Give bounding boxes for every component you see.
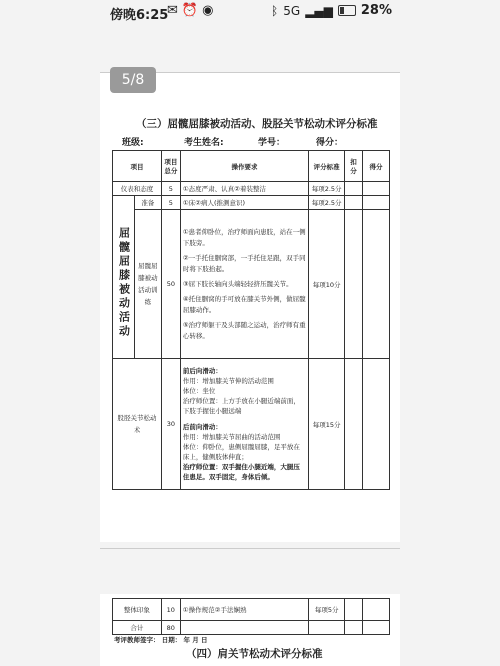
table-row: 股胫关节松动术 30 前后向滑动： 作用：增加膝关节伸的活动范围 体位：坐位 治疗师位置：上方手放在小腿近端前面，下肢手握住小腿远端 后前向滑动： 作用：增加膝关节屈曲的活动范围 体位：仰卧位，患侧屈髋屈膝，足平放在床上，健侧肢体伸直； 治疗师位置：双手握住小腿近端，大腿压住患足。双手固定，身体后倾。 每项15分 xyxy=(113,359,390,490)
header-requirement: 操作要求 xyxy=(180,151,308,182)
score-table-continued xyxy=(112,598,390,635)
status-left-icons xyxy=(167,3,213,18)
table-header-row xyxy=(113,151,390,182)
page-divider xyxy=(100,548,400,549)
requirement-list: ①患者仰卧位，治疗师面向患肢，站在一侧下肢旁。 ②一手托住腘窝部，一手托住足跟，双手同时将下肢抬起。 ③屈下肢长轴向头端轻轻挤压髋关节。 ④托住腘窝的手可放在膝关节外侧，做屈髋屈膝动作。 ⑤治疗师躯干及头部随之运动，治疗师有重心转移。 xyxy=(180,210,308,359)
table-row: 屈髋屈膝被动活动 准备 5 ①床②病人(推测意识) 每项2.5分 xyxy=(113,196,390,210)
status-time: 傍晚6:25 xyxy=(110,8,169,23)
header-total: 项目 总分 xyxy=(161,151,180,182)
battery-percent: 28% xyxy=(360,3,392,18)
big-item-cell xyxy=(113,196,135,359)
score-table xyxy=(112,150,390,490)
notification-icon: ✉ xyxy=(167,3,178,18)
bluetooth-icon: ᛒ xyxy=(271,3,279,18)
doc-title: （三）屈髋屈膝被动活动、股胫关节松动术评分标准 xyxy=(136,118,378,130)
battery-icon xyxy=(338,5,356,16)
id-label: 学号： xyxy=(258,138,286,148)
header-got: 得分 xyxy=(363,151,390,182)
big-item-label: 屈髋屈膝被动活动 xyxy=(117,227,131,339)
mobilization-requirements: 前后向滑动： 作用：增加膝关节伸的活动范围 体位：坐位 治疗师位置：上方手放在小腿近端前面，下肢手握住小腿远端 后前向滑动： 作用：增加膝关节屈曲的活动范围 体位：仰卧位，患侧屈髋屈膝，足平放在床上，健侧肢体伸直； 治疗师位置：双手握住小腿近端，大腿压住患足。双手固定，身体后倾。 xyxy=(180,359,308,490)
header-deduct: 扣 分 xyxy=(345,151,363,182)
score-label: 得分： xyxy=(316,138,344,148)
signal-icon: ▂▄▆ xyxy=(305,3,333,18)
signature-line: 考评教师签字： 日期： 年 月 日 xyxy=(114,636,208,644)
section4-title: （四）肩关节松动术评分标准 xyxy=(186,648,323,660)
table-row: 整体印象 10 ①操作规范②手法娴熟 每项5分 xyxy=(113,599,390,621)
name-label: 考生姓名: xyxy=(184,138,224,148)
status-right-icons xyxy=(271,3,392,18)
header-item: 项目 xyxy=(113,151,162,182)
page-indicator: 5/8 xyxy=(110,67,156,93)
app-icon: ◉ xyxy=(202,3,214,18)
class-label: 班级: xyxy=(122,138,144,148)
table-row: 合计 80 xyxy=(113,621,390,635)
table-row: 屈髋屈膝被动活动训练 50 ①患者仰卧位，治疗师面向患肢，站在一侧下肢旁。 ②一手托住腘窝部，一手托住足跟，双手同时将下肢抬起。 ③屈下肢长轴向头端轻轻挤压髋关节。 ④托住腘窝的手可放在膝关节外侧，做屈髋屈膝动作。 ⑤治疗师躯干及头部随之运动，治疗师有重心转移。 每项10分 xyxy=(113,210,390,359)
header-standard: 评分标准 xyxy=(309,151,345,182)
table-row: 仪表和态度 5 ①态度严肃、认真②着装整洁 每项2.5分 xyxy=(113,182,390,196)
status-bar xyxy=(0,0,500,26)
alarm-icon: ⏰ xyxy=(181,3,199,18)
network-label: 5G xyxy=(283,3,301,18)
